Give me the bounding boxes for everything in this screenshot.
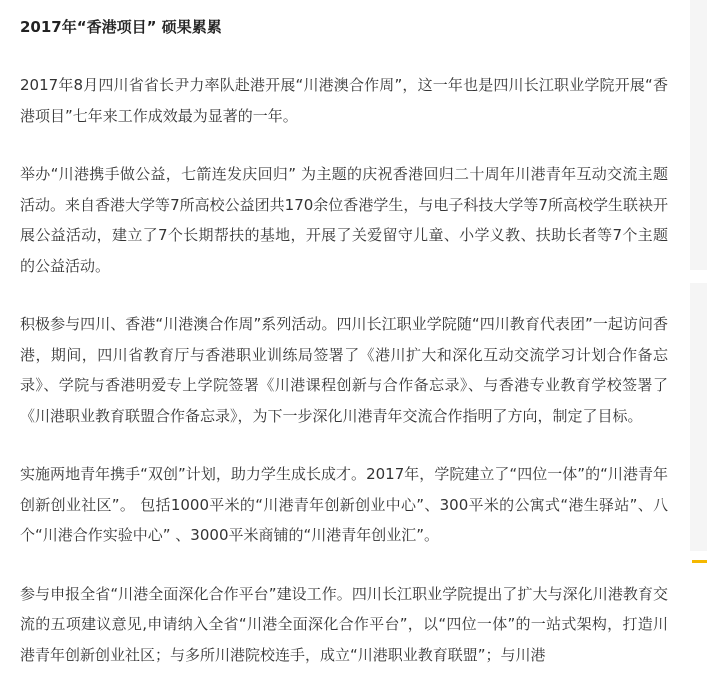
- sidebar-panel-middle: [690, 283, 707, 551]
- paragraph-5: 参与申报全省“川港全面深化合作平台”建设工作。四川长江职业学院提出了扩大与深化川港教育交流的五项建议意见,申请纳入全省“川港全面深化合作平台”，以“四位一体”的一站式架构，打造川港青年创新创业社区；与多所川港院校连手，成立“川港职业教育联盟”；与川港: [20, 584, 668, 664]
- paragraph-3: 积极参与四川、香港“川港澳合作周”系列活动。四川长江职业学院随“四川教育代表团”一起访问香港，期间，四川省教育厅与香港职业训练局签署了《港川扩大和深化互动交流学习计划合作备忘录》、学院与香港明爱专上学院签署《川港课程创新与合作备忘录》、与香港专业教育学校签署了《川港职业教育联盟合作备忘录》，为下一步深化川港青年交流合作指明了方向，制定了目标。: [20, 315, 668, 425]
- sidebar-accent-bar: [692, 560, 707, 563]
- paragraph-4: 实施两地青年携手“双创”计划，助力学生成长成才。2017年，学院建立了“四位一体”的“川港青年创新创业社区”。 包括1000平米的“川港青年创新创业中心”、300平米的公寓式“港生驿站”、八个“川港合作实验中心” 、3000平米商铺的“川港青年创业汇”。: [20, 465, 668, 544]
- article-title: 2017年“香港项目” 硕果累累: [20, 18, 222, 36]
- paragraph-2: 举办“川港携手做公益，七箭连发庆回归” 为主题的庆祝香港回归二十周年川港青年互动交流主题活动。来自香港大学等7所高校公益团共170余位香港学生，与电子科技大学等7所高校学生联袂开展公益活动，建立了7个长期帮扶的基地，开展了关爱留守儿童、小学义教、扶助长者等7个主题的公益活动。: [20, 165, 668, 275]
- paragraph-1: 2017年8月四川省省长尹力率队赴港开展“川港澳合作周”，这一年也是四川长江职业学院开展“香港项目”七年来工作成效最为显著的一年。: [20, 76, 668, 125]
- article-body: [20, 0, 668, 670]
- sidebar-panel-top: [690, 0, 707, 270]
